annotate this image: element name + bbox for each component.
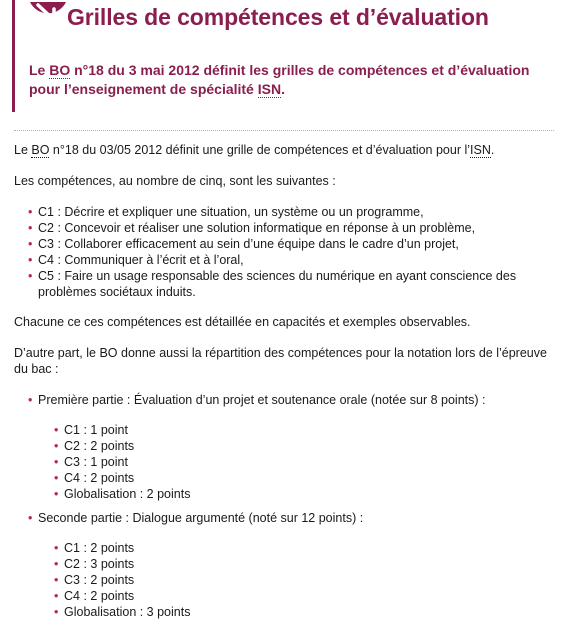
section-divider (14, 130, 554, 131)
article-intro (29, 61, 549, 99)
list-item: • C1 : 2 points (38, 540, 559, 556)
list-item: • C3 : Collaborer efficacement au sein d’une équipe dans le cadre d’un projet, (14, 236, 559, 252)
list-item: • Globalisation : 3 points (38, 604, 559, 620)
part-label: • Seconde partie : Dialogue argumenté (noté sur 12 points) : (38, 511, 364, 525)
list-item: • C3 : 2 points (38, 572, 559, 588)
list-item: • C4 : 2 points (38, 588, 559, 604)
paragraph-capacites: Chacune ce ces compétences est détaillée en capacités et exemples observables. (14, 315, 471, 329)
points-list (38, 540, 559, 620)
abbr-isn-body[interactable]: ISN (470, 143, 491, 157)
list-item: • Globalisation : 2 points (38, 486, 559, 502)
abbr-isn[interactable]: ISN (257, 81, 282, 97)
parts-list (14, 392, 559, 620)
arrow-down-right-icon (26, 2, 70, 34)
list-item (14, 268, 559, 284)
paragraph-repartition: D’autre part, le BO donne aussi la répartition des compétences pour la notation lors de l’épreuve du bac : (14, 346, 547, 376)
list-item: • C2 : Concevoir et réaliser une solution informatique en réponse à un problème, (14, 220, 559, 236)
intro-suffix: . (281, 81, 285, 97)
c5-text: C5 : Faire un usage responsable des sciences du numérique en ayant conscience des (38, 269, 517, 283)
paragraph-bo (14, 142, 559, 158)
p1-suffix: . (490, 143, 495, 157)
p1-middle: n°18 du 03/05 2012 définit une grille de compétences et d’évaluation pour l’ (49, 143, 471, 157)
intro-prefix: Le (29, 62, 50, 78)
list-item: • C1 : Décrire et expliquer une situation, un système ou un programme, (14, 204, 559, 220)
points-list (38, 422, 559, 502)
list-item: • C2 : 2 points (38, 438, 559, 454)
p1-prefix: Le (14, 143, 32, 157)
c5-continuation: problèmes sociétaux induits. (38, 285, 196, 299)
list-item: • C3 : 1 point (38, 454, 559, 470)
competences-list (14, 204, 559, 284)
article-header (12, 0, 555, 112)
abbr-bo-body[interactable]: BO (31, 143, 50, 157)
list-item: • C4 : Communiquer à l’écrit et à l’oral, (14, 252, 559, 268)
part-label: • Première partie : Évaluation d’un projet et soutenance orale (notée sur 8 points) : (38, 393, 486, 407)
abbr-bo[interactable]: BO (49, 62, 71, 78)
part-item (14, 510, 559, 620)
list-item: • C2 : 3 points (38, 556, 559, 572)
page-title: Grilles de compétences et d’évaluation (67, 4, 489, 30)
list-item: • C4 : 2 points (38, 470, 559, 486)
paragraph-competences-intro: Les compétences, au nombre de cinq, sont les suivantes : (14, 174, 336, 188)
list-item: • C1 : 1 point (38, 422, 559, 438)
intro-middle: n°18 du 3 mai 2012 définit les grilles de compétences et d’évaluation pour l’enseignement de spécialité (29, 62, 530, 97)
article-body (14, 142, 559, 634)
part-item (14, 392, 559, 502)
